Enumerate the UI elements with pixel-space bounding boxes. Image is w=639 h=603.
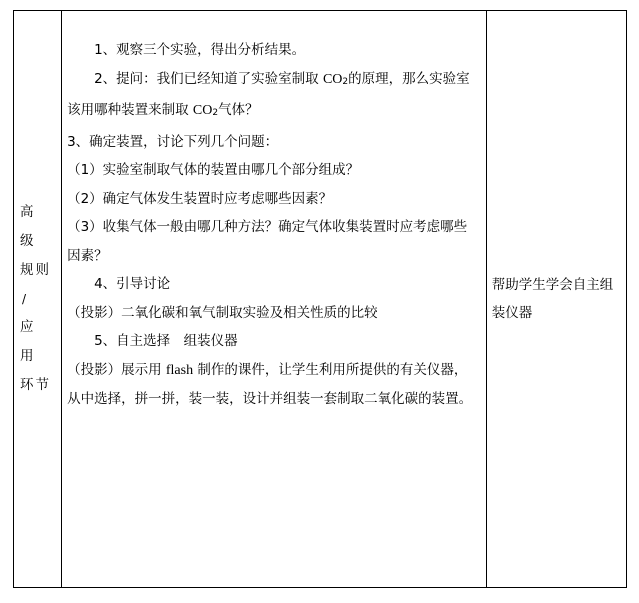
text-run: 制作的课件，让学生利用所提供的有关仪器，从中选择，拼一拼，装一装，设计并组装一套制取二氧化碳的装置。 bbox=[67, 361, 473, 407]
text-run: （投影）展示用 bbox=[67, 361, 166, 378]
formula-subscript: 2 bbox=[342, 76, 349, 87]
content-paragraph bbox=[67, 356, 480, 414]
design-intent-text: 帮助学生学会自主组装仪器 bbox=[491, 277, 614, 321]
design-intent-cell bbox=[486, 11, 626, 588]
formula-text: CO bbox=[192, 103, 213, 118]
formula-text: CO bbox=[322, 71, 343, 87]
text-run: 气体？ bbox=[218, 102, 259, 118]
content-paragraph: 5、自主选择 组装仪器 bbox=[94, 333, 238, 349]
text-run: flash bbox=[165, 362, 194, 378]
stage-label-line: 高 级 bbox=[20, 204, 36, 249]
stage-label-line: 规则 bbox=[20, 262, 51, 278]
content-paragraph: 1、观察三个实验，得出分析结果。 bbox=[94, 42, 306, 58]
stage-label-cell bbox=[14, 11, 62, 588]
content-paragraph: （3）收集气体一般由哪几种方法？确定气体收集装置时应考虑哪些因素？ bbox=[67, 219, 468, 264]
text-run: 2、提问：我们已经知道了实验室制取 bbox=[94, 70, 323, 87]
lesson-row bbox=[14, 11, 627, 588]
content-paragraph: 4、引导讨论 bbox=[94, 276, 171, 292]
content-paragraph: （2）确定气体发生装置时应考虑哪些因素？ bbox=[67, 190, 333, 207]
lesson-plan-table bbox=[13, 10, 627, 588]
teaching-content-cell bbox=[62, 11, 487, 588]
stage-label-line: 环节 bbox=[20, 377, 51, 393]
stage-label-separator: / bbox=[22, 292, 29, 306]
content-paragraph bbox=[67, 65, 480, 128]
formula-subscript: 2 bbox=[212, 108, 219, 118]
content-paragraph: 3、确定装置，讨论下列几个问题： bbox=[67, 133, 279, 150]
text-run: 的原理，那么实验室该用哪种装置来制取 bbox=[67, 70, 470, 118]
content-paragraph: （1）实验室制取气体的装置由哪几个部分组成？ bbox=[67, 162, 360, 178]
stage-label bbox=[20, 198, 57, 400]
stage-label-line: 应 用 bbox=[20, 319, 36, 364]
content-paragraph: （投影）二氧化碳和氧气制取实验及相关性质的比较 bbox=[67, 304, 378, 321]
